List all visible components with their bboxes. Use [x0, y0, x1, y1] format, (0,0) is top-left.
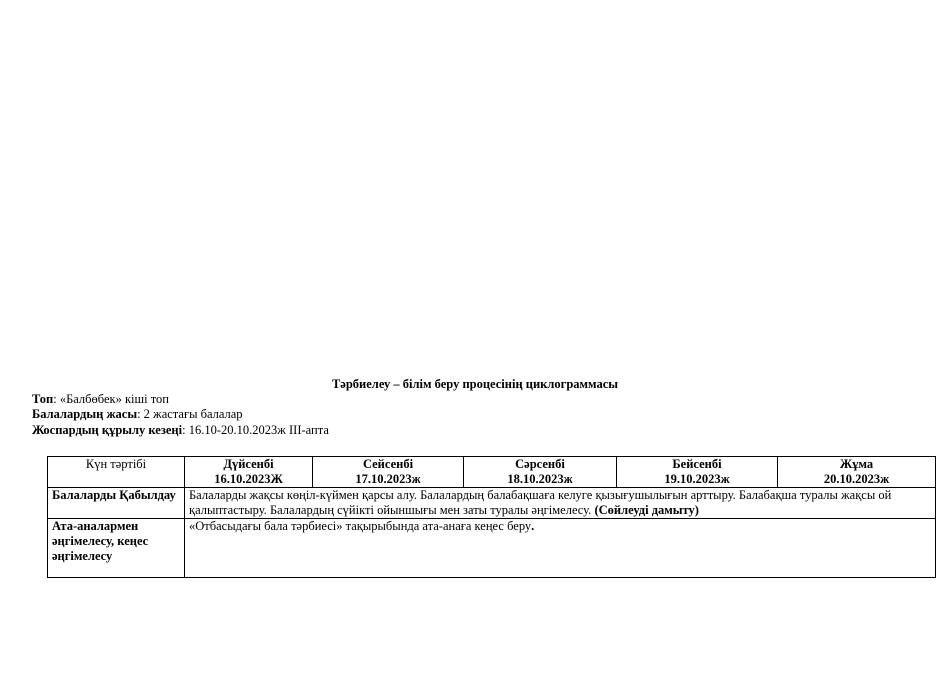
age-line [32, 407, 243, 422]
table-header-row [48, 457, 936, 488]
table-row [48, 488, 936, 519]
header-day-2: Сейсенбі 17.10.2023ж [313, 457, 464, 488]
period-label: Жоспардың құрылу кезеңі [32, 423, 183, 437]
row-label-reception: Балаларды Қабылдау [48, 488, 185, 519]
group-line [32, 392, 169, 407]
row-content-reception: Балаларды жақсы көңіл-күймен қарсы алу. Балалардың балабақшаға келуге қызығушылығын арттыру. Балабақша туралы жақсы ой қалыптастыру. Балалардың сүйікті ойыншығы мен заты туралы әңгімелесу. (Сөйлеуді дамыту) [185, 488, 936, 519]
header-day-3: Сәрсенбі 18.10.2023ж [464, 457, 617, 488]
period-line [32, 423, 329, 438]
header-day-1: Дүйсенбі 16.10.2023Ж [185, 457, 313, 488]
schedule-table [47, 456, 936, 578]
age-value: : 2 жастағы балалар [137, 407, 243, 421]
row-content-parents: «Отбасыдағы бала тәрбиесі» тақырыбында ата-анаға кеңес беру. [185, 519, 936, 578]
group-value: : «Балбөбек» кіші топ [53, 392, 169, 406]
table-row [48, 519, 936, 578]
header-schedule: Күн тәртібі [48, 457, 185, 488]
header-day-5: Жұма 20.10.2023ж [778, 457, 936, 488]
period-value: : 16.10-20.10.2023ж ІІІ-апта [182, 423, 329, 437]
group-label: Топ [32, 392, 54, 406]
document-title: Тәрбиелеу – білім беру процесінің циклограммасы [331, 377, 619, 391]
header-day-4: Бейсенбі 19.10.2023ж [617, 457, 778, 488]
age-label: Балалардың жасы [32, 407, 138, 421]
row-label-parents: Ата-аналармен әңгімелесу, кеңес әңгімелесу [48, 519, 185, 578]
